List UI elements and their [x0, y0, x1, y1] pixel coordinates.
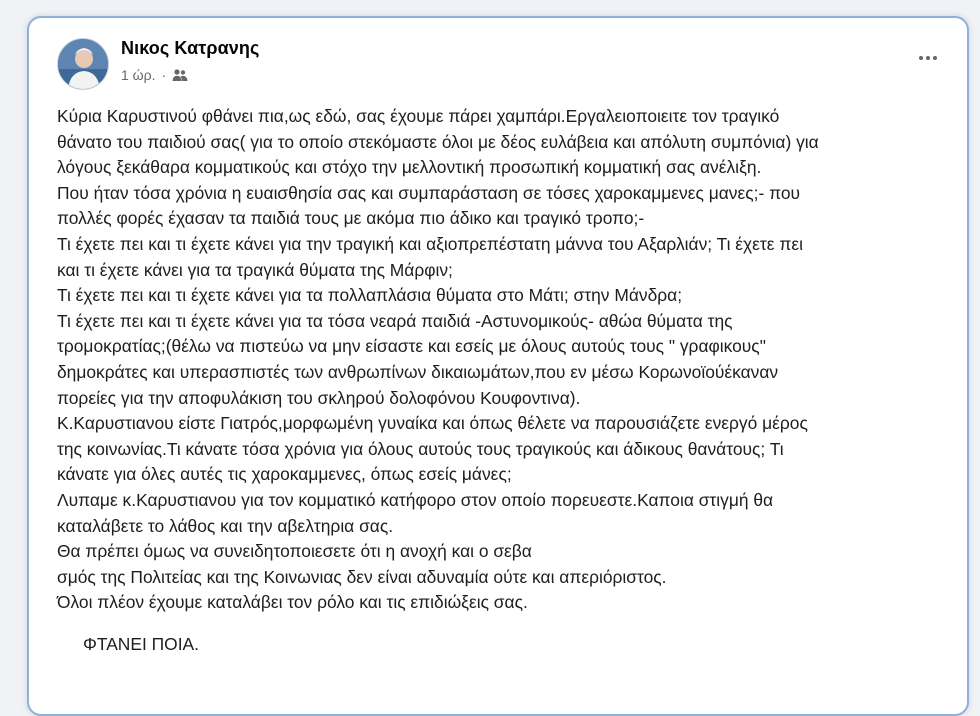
post-text-line: Τι έχετε πει και τι έχετε κάνει για τα τόσα νεαρά παιδιά -Αστυνομικούς- αθώα θύματα της [57, 310, 733, 331]
post-text-line: Λυπαμε κ.Καρυστιανου για τον κομματικό κατήφορο στον οποίο πορευεστε.Καποια στιγμή θα [57, 489, 774, 510]
more-horizontal-icon [933, 56, 937, 60]
post-text-line: της κοινωνίας.Τι κάνατε τόσα χρόνια για όλους αυτούς τους τραγικούς και άδικους θανάτους; Τι [57, 438, 784, 459]
post-text-line: θάνατο του παιδιού σας( για το οποίο στεκόμαστε όλοι με δέος ευλάβεια και απόλυτη συμπόνια) για [57, 131, 819, 152]
post-text-line: καταλάβετε το λάθος και την αβελτηρια σας. [57, 515, 394, 536]
post-text-line: Τι έχετε πει και τι έχετε κάνει για την τραγική και αξιοπρεπέστατη μάννα του Αξαρλιάν; Τι έχετε πει [57, 233, 803, 254]
post-timestamp[interactable]: 1 ώρ. [121, 67, 156, 83]
author-name[interactable]: Νικος Κατρανης [121, 38, 260, 58]
post-text-line: Όλοι πλέον έχουμε καταλάβει τον ρόλο και τις επιδιώξεις σας. [57, 592, 528, 613]
post-closing-line: ΦΤΑΝΕΙ ΠΟΙΑ. [83, 633, 199, 654]
post-text-line: πολλές φορές έχασαν τα παιδιά τους με ακόμα πιο άδικο και τραγικό τροπο;- [57, 208, 645, 229]
post-text-line: πορείες για την αποφυλάκιση του σκληρού δολοφόνου Κουφοντινα). [57, 387, 581, 408]
post-text-line: Θα πρέπει όμως να συνειδητοποιεσετε ότι η ανοχή και ο σεβα [57, 541, 532, 562]
post-text-line: λόγους ξεκάθαρα κομματικούς και στόχο την μελλοντική προσωπική κομματική σας ανέλιξη. [57, 157, 762, 178]
post-text-line: Κ.Καρυστιανου είστε Γιατρός,μορφωμένη γυναίκα και όπως θέλετε να παρουσιάζετε ενεργό μέρος [57, 413, 808, 434]
post-text-line: σμός της Πολιτείας και της Κοινωνιας δεν είναι αδυναμία ούτε και απεριόριστος. [57, 566, 667, 587]
post-text-line: Κύρια Καρυστινού φθάνει πια,ως εδώ, σας έχουμε πάρει χαμπάρι.Εργαλειοποιειτε τον τραγικό [57, 106, 780, 126]
post-options-button[interactable] [913, 48, 943, 68]
post-text-line: και τι έχετε κάνει για τα τραγικά θύματα της Μάρφιν; [57, 259, 453, 280]
post-text-line: δημοκράτες και υπερασπιστές των ανθρωπίνων δικαιωμάτων,που εν μέσω Κορωνοϊούέκαναν [57, 361, 779, 382]
post-text-line: τρομοκρατίας;(θέλω να πιστεύω να μην είσαστε και εσείς με όλους αυτούς τους " γραφικους" [57, 336, 766, 357]
post-meta [121, 67, 188, 83]
post-text-line: Που ήταν τόσα χρόνια η ευαισθησία σας και συμπαράσταση σε τόσες χαροκαμμενες μανες;- που [57, 182, 801, 203]
meta-separator: · [161, 67, 167, 83]
post-body [57, 104, 957, 657]
friends-people-icon[interactable] [172, 68, 188, 82]
author-avatar[interactable] [57, 38, 109, 90]
post-text-line: Τι έχετε πει και τι έχετε κάνει για τα πολλαπλάσια θύματα στο Μάτι; στην Μάνδρα; [57, 285, 683, 306]
more-horizontal-icon [926, 56, 930, 60]
more-horizontal-icon [919, 56, 923, 60]
avatar-photo-icon [58, 39, 108, 89]
post-card [27, 16, 969, 716]
post-text-line: κάνατε για όλες αυτές τις χαροκαμμενες, όπως εσείς μάνες; [57, 464, 512, 485]
